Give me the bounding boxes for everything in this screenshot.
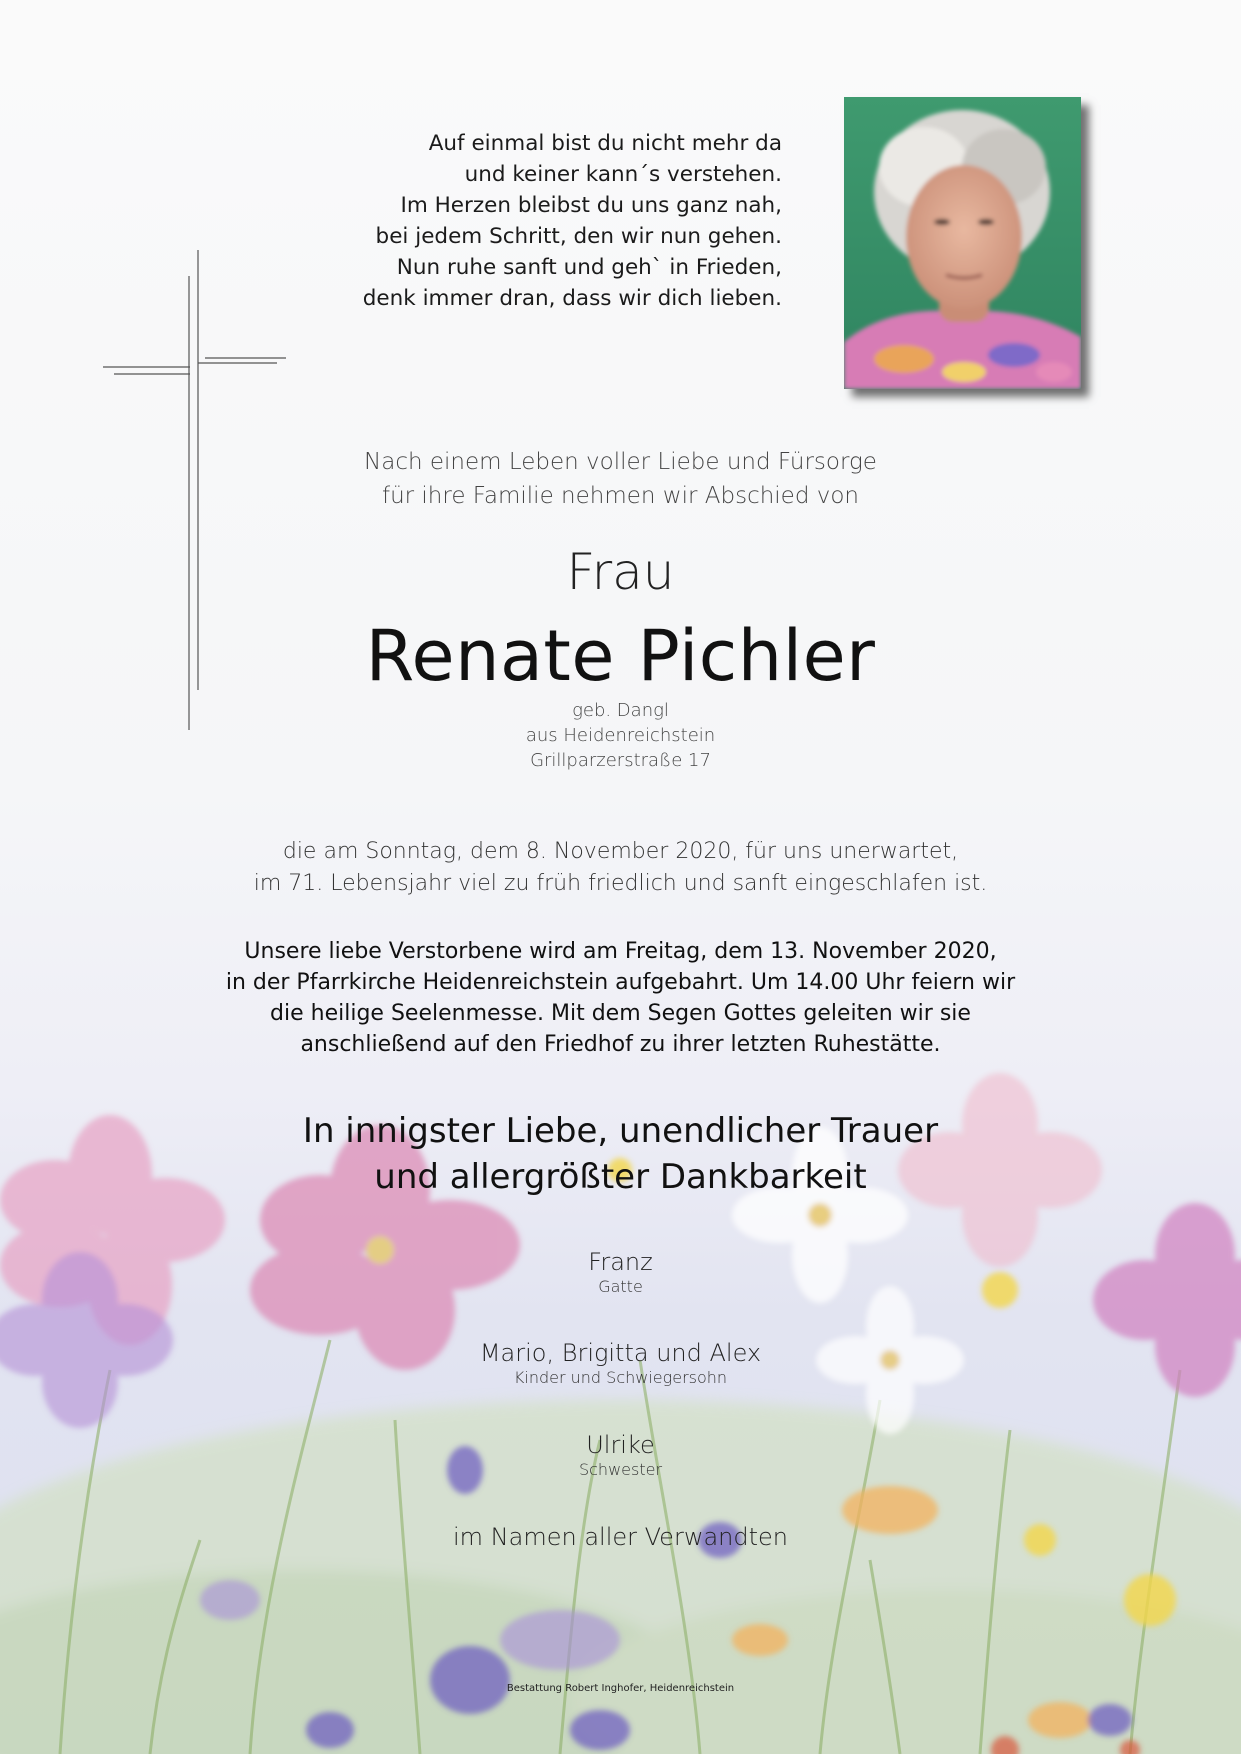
closing-line: In innigster Liebe, unendlicher Trauer	[302, 1111, 939, 1151]
deceased-details	[0, 698, 1241, 773]
ceremony-line: die heilige Seelenmesse. Mit dem Segen Gottes geleiten wir sie	[270, 1001, 971, 1026]
poem-line: denk immer dran, dass wir dich lieben.	[362, 286, 782, 311]
mourner-entry	[0, 1338, 1241, 1388]
mourner-entry	[0, 1247, 1241, 1297]
origin: aus Heidenreichstein	[525, 725, 716, 746]
poem-line: bei jedem Schritt, den wir nun gehen.	[375, 224, 782, 249]
portrait-image	[844, 97, 1081, 389]
ceremony-line: Unsere liebe Verstorbene wird am Freitag, dem 13. November 2020,	[244, 939, 997, 964]
poem-line: Im Herzen bleibst du uns ganz nah,	[400, 193, 782, 218]
mourner-relation: Kinder und Schwiegersohn	[513, 1368, 728, 1387]
poem-line: und keiner kann´s verstehen.	[464, 162, 782, 187]
salutation: Frau	[566, 543, 675, 601]
closing-line: und allergrößter Dankbarkeit	[374, 1157, 867, 1197]
poem-line: Nun ruhe sanft und geh` in Frieden,	[396, 255, 782, 280]
ceremony-line: anschließend auf den Friedhof zu ihrer letzten Ruhestätte.	[300, 1032, 941, 1057]
closing-words	[0, 1108, 1241, 1200]
ceremony-details	[0, 936, 1241, 1060]
memorial-poem	[300, 128, 782, 314]
birth-name: geb. Dangl	[572, 700, 669, 721]
address: Grillparzerstraße 17	[530, 750, 711, 771]
funeral-home-footer: Bestattung Robert Inghofer, Heidenreichstein	[506, 1683, 735, 1694]
death-line: die am Sonntag, dem 8. November 2020, für uns unerwartet,	[282, 839, 959, 864]
mourner-relation: Schwester	[578, 1460, 663, 1479]
poem-line: Auf einmal bist du nicht mehr da	[428, 131, 782, 156]
ceremony-line: in der Pfarrkirche Heidenreichstein aufgebahrt. Um 14.00 Uhr feiern wir	[225, 970, 1016, 995]
mourner-name: Ulrike	[586, 1431, 655, 1459]
mourner-name: Mario, Brigitta und Alex	[479, 1339, 762, 1367]
mourner-relation: Gatte	[598, 1277, 643, 1296]
death-notice	[0, 836, 1241, 900]
portrait-photo	[844, 97, 1081, 389]
intro-line: Nach einem Leben voller Liebe und Fürsorge	[364, 449, 877, 475]
intro-text	[0, 445, 1241, 513]
on-behalf-text: im Namen aller Verwandten	[453, 1523, 788, 1551]
death-line: im 71. Lebensjahr viel zu früh friedlich und sanft eingeschlafen ist.	[253, 871, 988, 896]
deceased-name: Renate Pichler	[365, 615, 876, 697]
mourner-entry	[0, 1430, 1241, 1480]
mourner-name: Franz	[588, 1248, 653, 1276]
intro-line: für ihre Familie nehmen wir Abschied von	[381, 483, 860, 509]
